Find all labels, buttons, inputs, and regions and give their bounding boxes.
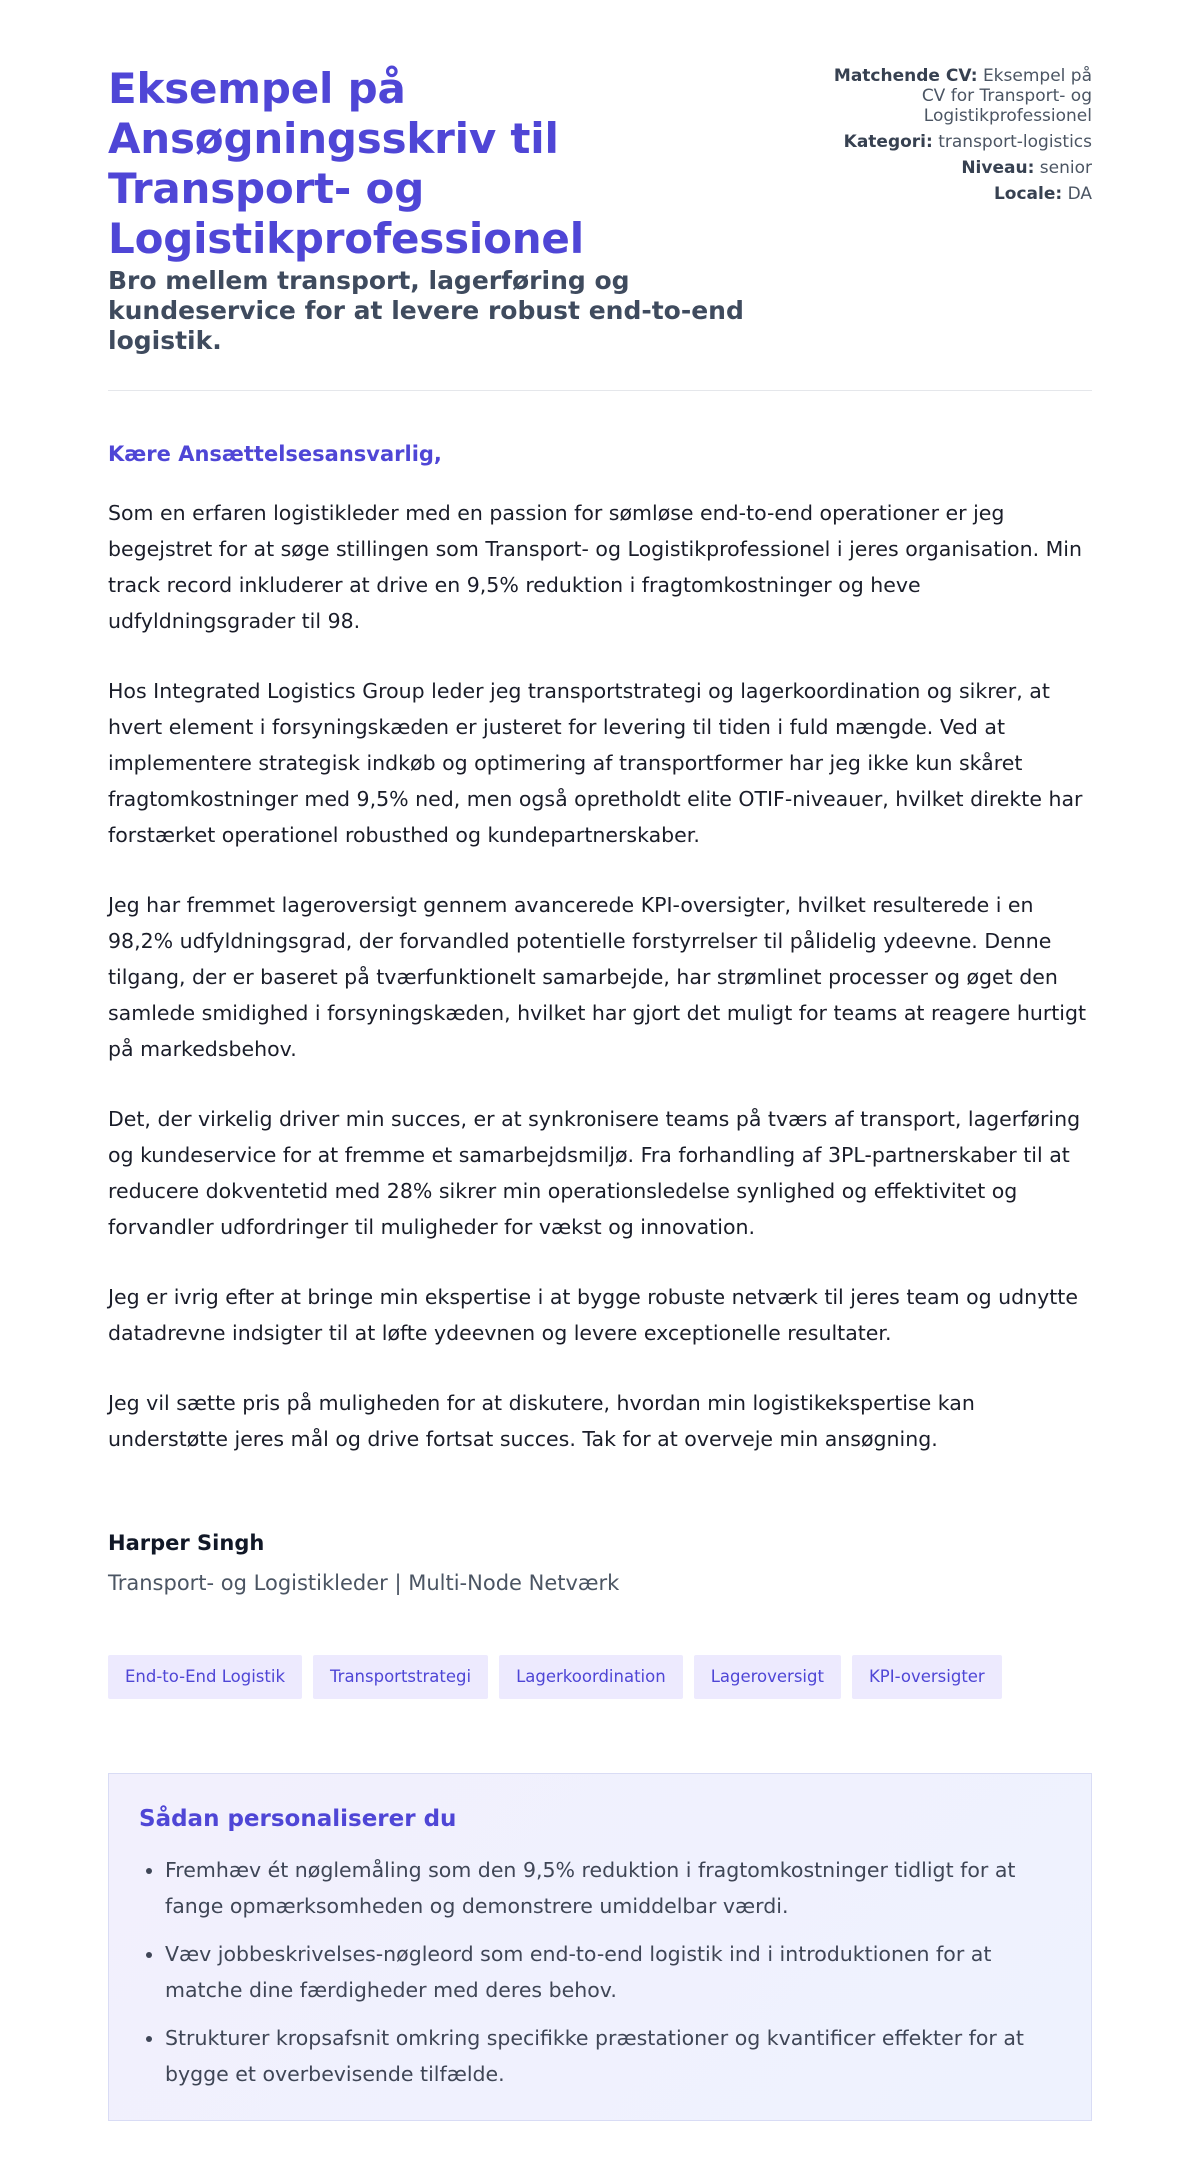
meta-label: Matchende CV:: [833, 66, 978, 86]
meta-value: senior: [1039, 158, 1092, 178]
letter-body: [108, 391, 1092, 1597]
page-header: [108, 64, 1092, 391]
signature-block: [108, 1529, 1092, 1597]
letter-paragraph: Jeg er ivrig efter at bringe min ekspertise i at bygge robuste netværk til jeres team og udnytte datadrevne indsigter til at løfte ydeevnen og levere exceptionelle resultater.: [108, 1285, 1078, 1345]
salutation: Kære Ansættelsesansvarlig,: [108, 442, 442, 466]
page-subtitle: Bro mellem transport, lagerføring og kundeservice for at levere robust end-to-end logistik.: [108, 266, 744, 355]
tip-item: • Væv jobbeskrivelses-nøgleord som end-to-end logistik ind i introduktionen for at matche dine færdigheder med deres behov.: [165, 1936, 1061, 2008]
skill-tag: Transportstrategi: [313, 1655, 488, 1699]
meta-value: DA: [1067, 184, 1092, 204]
letter-paragraph: Hos Integrated Logistics Group leder jeg transportstrategi og lagerkoordination og sikrer, at hvert element i forsyningskæden er justeret for levering til tiden i fuld mængde. Ved at implementere strategisk indkøb og optimering af transportformer har jeg ikke kun skåret fragtomkostninger med 9,5% ned, men også opretholdt elite OTIF-niveauer, hvilket direkte har forstærket operationel robusthed og kundepartnerskaber.: [108, 679, 1083, 847]
skill-tag: Lagerkoordination: [499, 1655, 683, 1699]
meta-value: transport-logistics: [938, 132, 1092, 152]
tips-list: [139, 1852, 1061, 2092]
signature-title: Transport- og Logistikleder | Multi-Node Netværk: [108, 1571, 620, 1595]
signature-name: Harper Singh: [108, 1531, 265, 1555]
meta-locale: [822, 184, 1092, 204]
meta-matching-cv: [822, 66, 1092, 126]
page-title: Eksempel på Ansøgningsskriv til Transport- og Logistikprofessionel: [108, 64, 584, 263]
meta-value: Eksempel på CV for Transport- og Logistikprofessionel: [921, 66, 1092, 126]
title-block: [108, 64, 798, 356]
meta-label: Niveau:: [961, 158, 1035, 178]
letter-paragraph: Det, der virkelig driver min succes, er at synkronisere teams på tværs af transport, lagerføring og kundeservice for at fremme et samarbejdsmiljø. Fra forhandling af 3PL-partnerskaber til at reducere dokventetid med 28% sikrer min operationsledelse synlighed og effektivitet og forvandler udfordringer til muligheder for vækst og innovation.: [108, 1107, 1081, 1239]
skill-tags: [108, 1655, 1092, 1699]
meta-level: [822, 158, 1092, 178]
tips-title: Sådan personaliserer du: [139, 1806, 457, 1832]
tip-item: • Strukturer kropsafsnit omkring specifikke præstationer og kvantificer effekter for at bygge et overbevisende tilfælde.: [165, 2020, 1061, 2092]
skill-tag: Lageroversigt: [694, 1655, 841, 1699]
meta-label: Kategori:: [843, 132, 933, 152]
personalization-tips-box: [108, 1773, 1092, 2121]
letter-paragraph: Som en erfaren logistikleder med en passion for sømløse end-to-end operationer er jeg begejstret for at søge stillingen som Transport- og Logistikprofessionel i jeres organisation. Min track record inkluderer at drive en 9,5% reduktion i fragtomkostninger og heve udfyldningsgrader til 98.: [108, 501, 1082, 633]
meta-category: [822, 132, 1092, 152]
meta-label: Locale:: [993, 184, 1063, 204]
tip-item: • Fremhæv ét nøglemåling som den 9,5% reduktion i fragtomkostninger tidligt for at fange opmærksomheden og demonstrere umiddelbar værdi.: [165, 1852, 1061, 1924]
letter-paragraph: Jeg har fremmet lageroversigt gennem avancerede KPI-oversigter, hvilket resulterede i en 98,2% udfyldningsgrad, der forvandled potentielle forstyrrelser til pålidelig ydeevne. Denne tilgang, der er baseret på tværfunktionelt samarbejde, har strømlinet processer og øget den samlede smidighed i forsyningskæden, hvilket har gjort det muligt for teams at reagere hurtigt på markedsbehov.: [108, 893, 1087, 1061]
letter-paragraph: Jeg vil sætte pris på muligheden for at diskutere, hvordan min logistikekspertise kan understøtte jeres mål og drive fortsat succes. Tak for at overveje min ansøgning.: [108, 1391, 975, 1451]
skill-tag: KPI-oversigter: [852, 1655, 1002, 1699]
meta-panel: [822, 64, 1092, 210]
skill-tag: End-to-End Logistik: [108, 1655, 302, 1699]
